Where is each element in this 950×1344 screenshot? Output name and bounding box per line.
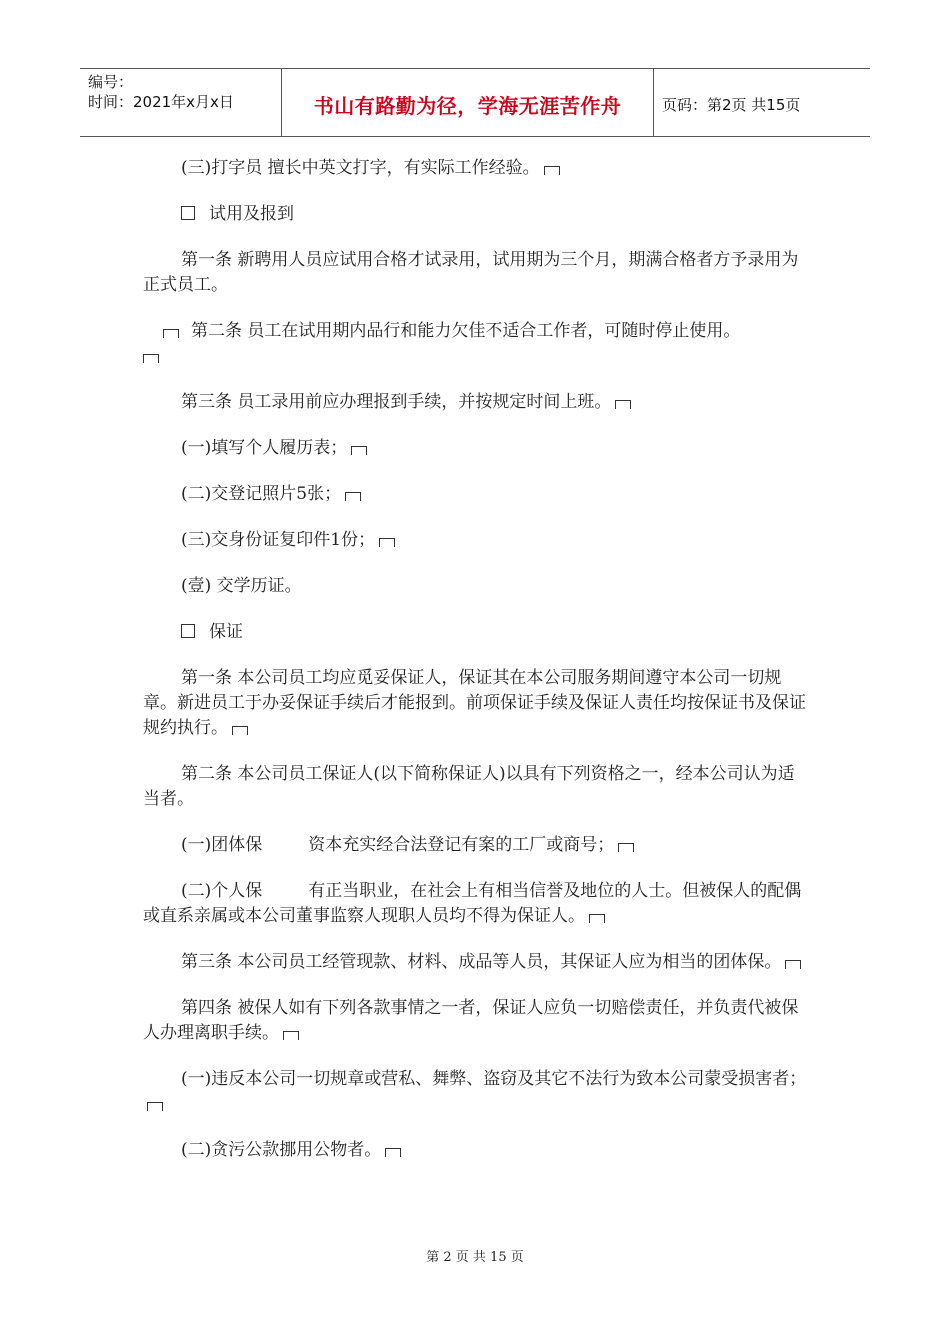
paragraph-mark-icon [615,400,631,409]
paragraph [143,879,810,929]
paragraph-text: 资本充实经合法登记有案的工厂或商号； [308,835,615,855]
paragraph-text: 第二条 本公司员工保证人(以下简称保证人)以具有下列资格之一，经本公司认为适当者。 [143,764,795,809]
paragraph [143,1138,810,1163]
paragraph-mark-icon [143,354,159,363]
header-motto: 书山有路勤为径，学海无涯苦作舟 [282,69,654,136]
paragraph-text: 第一条 新聘用人员应试用合格才试录用，试用期为三个月，期满合格者方予录用为正式员工。 [143,250,799,295]
paragraph-mark-icon [385,1148,401,1157]
paragraph [143,528,810,553]
paragraph-mark-icon [163,329,179,338]
paragraph-mark-icon [618,843,634,852]
document-body [143,156,810,1184]
paragraph-text: (一)填写个人履历表； [181,438,348,458]
paragraph-mark-icon [544,166,560,175]
paragraph [143,319,810,369]
paragraph-text: 有正当职业，在社会上有相当信誉及地位的人士。但被保人的配偶或直系亲属或本公司董事监察人现职人员均不得为保证人。 [143,881,802,926]
paragraph-text: 第三条 员工录用前应办理报到手续，并按规定时间上班。 [181,392,612,412]
paragraph-mark-icon [589,914,605,923]
paragraph [143,1067,810,1117]
section-heading-text: 试用及报到 [209,204,294,224]
paragraph [143,996,810,1046]
paragraph-mark-icon [351,446,367,455]
paragraph [143,156,810,181]
paragraph-text: (三)打字员 擅长中英文打字，有实际工作经验。 [181,158,540,178]
paragraph-mark-icon [283,1031,299,1040]
paragraph [143,762,810,812]
checkbox-square-icon [181,206,195,220]
header-meta [80,69,282,136]
page-header [80,68,870,137]
paragraph [143,950,810,975]
paragraph [143,574,810,599]
paragraph-text: (一)团体保 [181,835,263,855]
section-heading-text: 保证 [209,622,243,642]
section-heading [143,202,810,227]
paragraph-text: (一)违反本公司一切规章或营私、舞弊、盗窃及其它不法行为致本公司蒙受损害者； [181,1069,807,1089]
paragraph [143,248,810,298]
document-date-label: 时间：2021年x月x日 [88,93,234,111]
paragraph-mark-icon [345,492,361,501]
paragraph-mark-icon [379,538,395,547]
paragraph-text: 第二条 员工在试用期内品行和能力欠佳不适合工作者，可随时停止使用。 [191,321,741,341]
document-number-label: 编号： [88,73,134,91]
paragraph-text: (二)个人保 [181,881,263,901]
header-page-info: 页码：第2页 共15页 [662,96,801,114]
paragraph-text: (壹) 交学历证。 [181,576,302,596]
paragraph-mark-icon [232,726,248,735]
paragraph-text: 第一条 本公司员工均应觅妥保证人，保证其在本公司服务期间遵守本公司一切规章。新进员工于办妥保证手续后才能报到。前项保证手续及保证人责任均按保证书及保证规约执行。 [143,668,806,738]
paragraph-mark-icon [785,960,801,969]
paragraph-text: (二)交登记照片5张； [181,484,342,504]
section-heading [143,620,810,645]
page-footer: 第 2 页 共 15 页 [426,1250,524,1265]
paragraph-text: 第四条 被保人如有下列各款事情之一者，保证人应负一切赔偿责任，并负责代被保人办理离职手续。 [143,998,799,1043]
checkbox-square-icon [181,624,195,638]
paragraph-text: (三)交身份证复印件1份； [181,530,376,550]
paragraph [143,390,810,415]
paragraph-text: 第三条 本公司员工经管现款、材料、成品等人员，其保证人应为相当的团体保。 [181,952,782,972]
paragraph [143,436,810,461]
paragraph-text: (二)贪污公款挪用公物者。 [181,1140,382,1160]
paragraph [143,833,810,858]
paragraph-mark-icon [147,1102,163,1111]
paragraph [143,666,810,741]
paragraph [143,482,810,507]
